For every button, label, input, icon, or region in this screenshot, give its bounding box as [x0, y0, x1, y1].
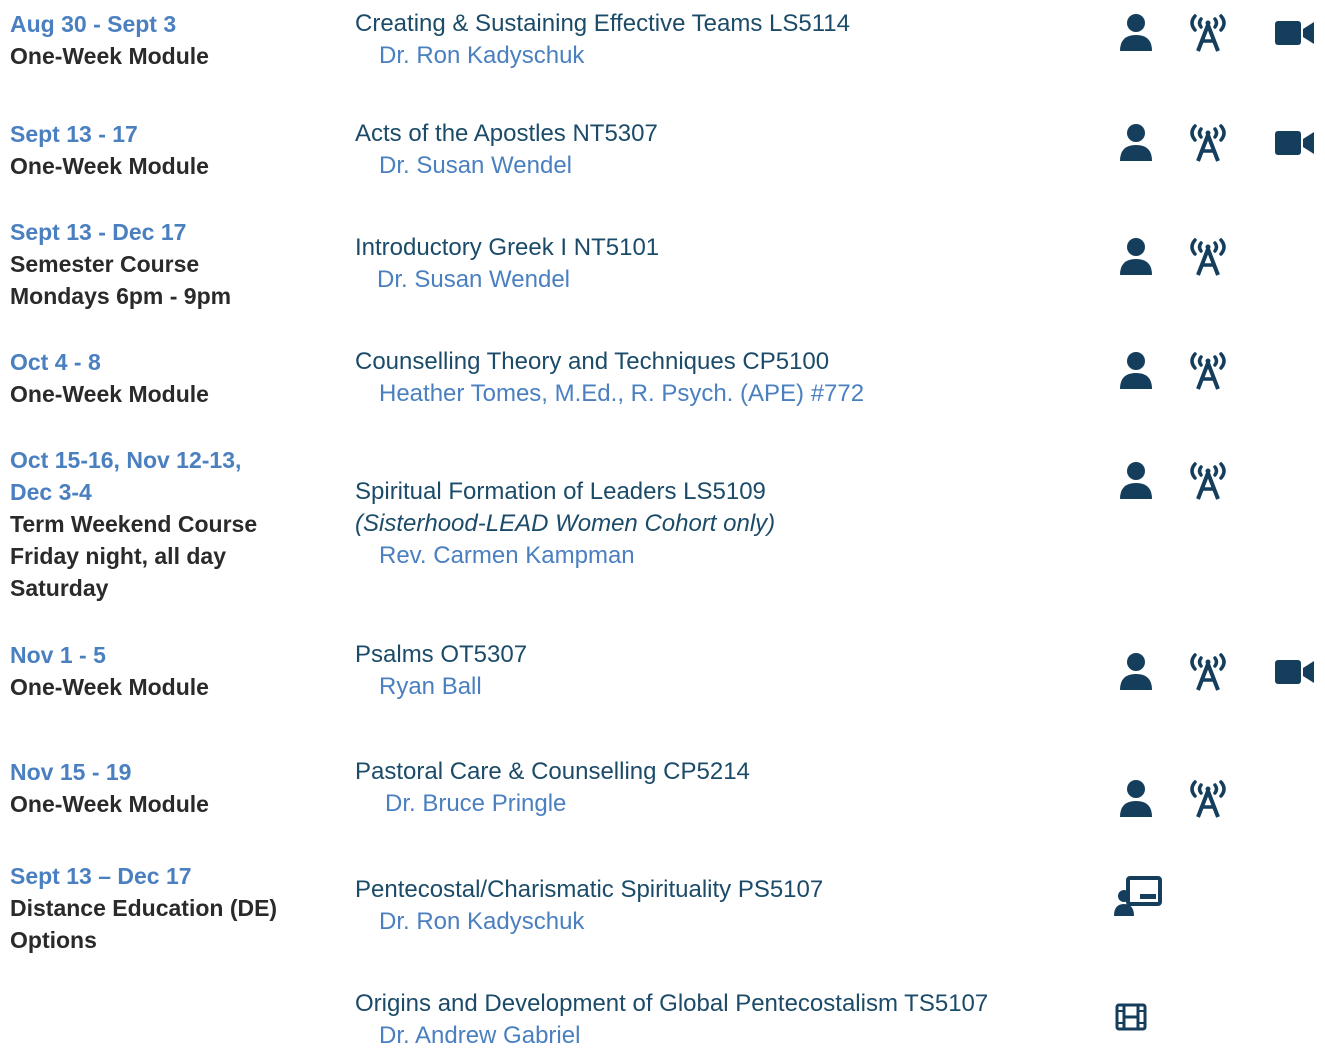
instructor-name: Dr. Andrew Gabriel — [379, 1022, 581, 1049]
live-broadcast-icon — [1186, 649, 1230, 693]
date-range: Oct 4 - 8 — [10, 349, 101, 375]
course-info — [355, 874, 1115, 938]
course-format: Semester Course — [10, 251, 200, 277]
date-range: Sept 13 - Dec 17 — [10, 219, 187, 245]
course-info — [355, 639, 1115, 703]
course-restriction-note: (Sisterhood-LEAD Women Cohort only) — [355, 510, 776, 537]
course-info — [355, 756, 1115, 820]
date-range: Aug 30 - Sept 3 — [10, 11, 177, 37]
person-icon — [1114, 120, 1158, 164]
course-format: Distance Education (DE) — [10, 895, 278, 921]
course-format: One-Week Module — [10, 381, 209, 407]
course-title: Origins and Development of Global Pentecostalism TS5107 — [355, 990, 989, 1017]
video-camera-icon — [1272, 120, 1316, 164]
online-teacher-icon — [1112, 874, 1156, 918]
instructor-name: Dr. Susan Wendel — [379, 152, 572, 179]
course-format: One-Week Module — [10, 43, 209, 69]
course-format: One-Week Module — [10, 153, 209, 179]
course-info — [355, 988, 1115, 1052]
date-column — [10, 639, 340, 703]
instructor-name: Dr. Ron Kadyschuk — [379, 908, 585, 935]
instructor-name: Dr. Bruce Pringle — [385, 790, 567, 817]
course-schedule-note: Friday night, all day — [10, 543, 226, 569]
date-column — [10, 860, 340, 956]
course-title: Psalms OT5307 — [355, 641, 528, 668]
course-title: Acts of the Apostles NT5307 — [355, 120, 658, 147]
date-range: Oct 15-16, Nov 12-13, — [10, 447, 242, 473]
date-range: Nov 1 - 5 — [10, 642, 106, 668]
instructor-name: Heather Tomes, M.Ed., R. Psych. (APE) #772 — [379, 380, 865, 407]
course-schedule-note: Saturday — [10, 575, 109, 601]
course-info — [355, 232, 1115, 296]
live-broadcast-icon — [1186, 10, 1230, 54]
live-broadcast-icon — [1186, 348, 1230, 392]
film-icon — [1114, 1000, 1158, 1044]
date-column — [10, 118, 340, 182]
course-title: Pentecostal/Charismatic Spirituality PS5107 — [355, 876, 824, 903]
course-info — [355, 476, 1115, 572]
person-icon — [1114, 10, 1158, 54]
course-format: One-Week Module — [10, 791, 209, 817]
course-info — [355, 118, 1115, 182]
date-range: Sept 13 - 17 — [10, 121, 138, 147]
course-title: Creating & Sustaining Effective Teams LS5114 — [355, 10, 850, 37]
course-format-continued: Options — [10, 927, 97, 953]
person-icon — [1114, 348, 1158, 392]
date-column — [10, 216, 340, 312]
date-range: Nov 15 - 19 — [10, 759, 132, 785]
course-info — [355, 346, 1115, 410]
course-title: Introductory Greek I NT5101 — [355, 234, 660, 261]
course-format: Term Weekend Course — [10, 511, 258, 537]
video-camera-icon — [1272, 10, 1316, 54]
date-column — [10, 756, 340, 820]
person-icon — [1114, 234, 1158, 278]
person-icon — [1114, 649, 1158, 693]
course-title: Spiritual Formation of Leaders LS5109 — [355, 478, 766, 505]
live-broadcast-icon — [1186, 458, 1230, 502]
date-column — [10, 346, 340, 410]
course-info — [355, 8, 1115, 72]
person-icon — [1114, 776, 1158, 820]
live-broadcast-icon — [1186, 120, 1230, 164]
course-title: Pastoral Care & Counselling CP5214 — [355, 758, 750, 785]
live-broadcast-icon — [1186, 776, 1230, 820]
person-icon — [1114, 458, 1158, 502]
video-camera-icon — [1272, 649, 1316, 693]
instructor-name: Dr. Susan Wendel — [377, 266, 570, 293]
instructor-name: Rev. Carmen Kampman — [379, 542, 635, 569]
date-range: Sept 13 – Dec 17 — [10, 863, 192, 889]
date-column — [10, 8, 340, 72]
live-broadcast-icon — [1186, 234, 1230, 278]
course-format: One-Week Module — [10, 674, 209, 700]
instructor-name: Dr. Ron Kadyschuk — [379, 42, 585, 69]
course-title: Counselling Theory and Techniques CP5100 — [355, 348, 830, 375]
date-range-continued: Dec 3-4 — [10, 479, 92, 505]
course-schedule-note: Mondays 6pm - 9pm — [10, 283, 232, 309]
date-column — [10, 444, 340, 604]
instructor-name: Ryan Ball — [379, 673, 482, 700]
